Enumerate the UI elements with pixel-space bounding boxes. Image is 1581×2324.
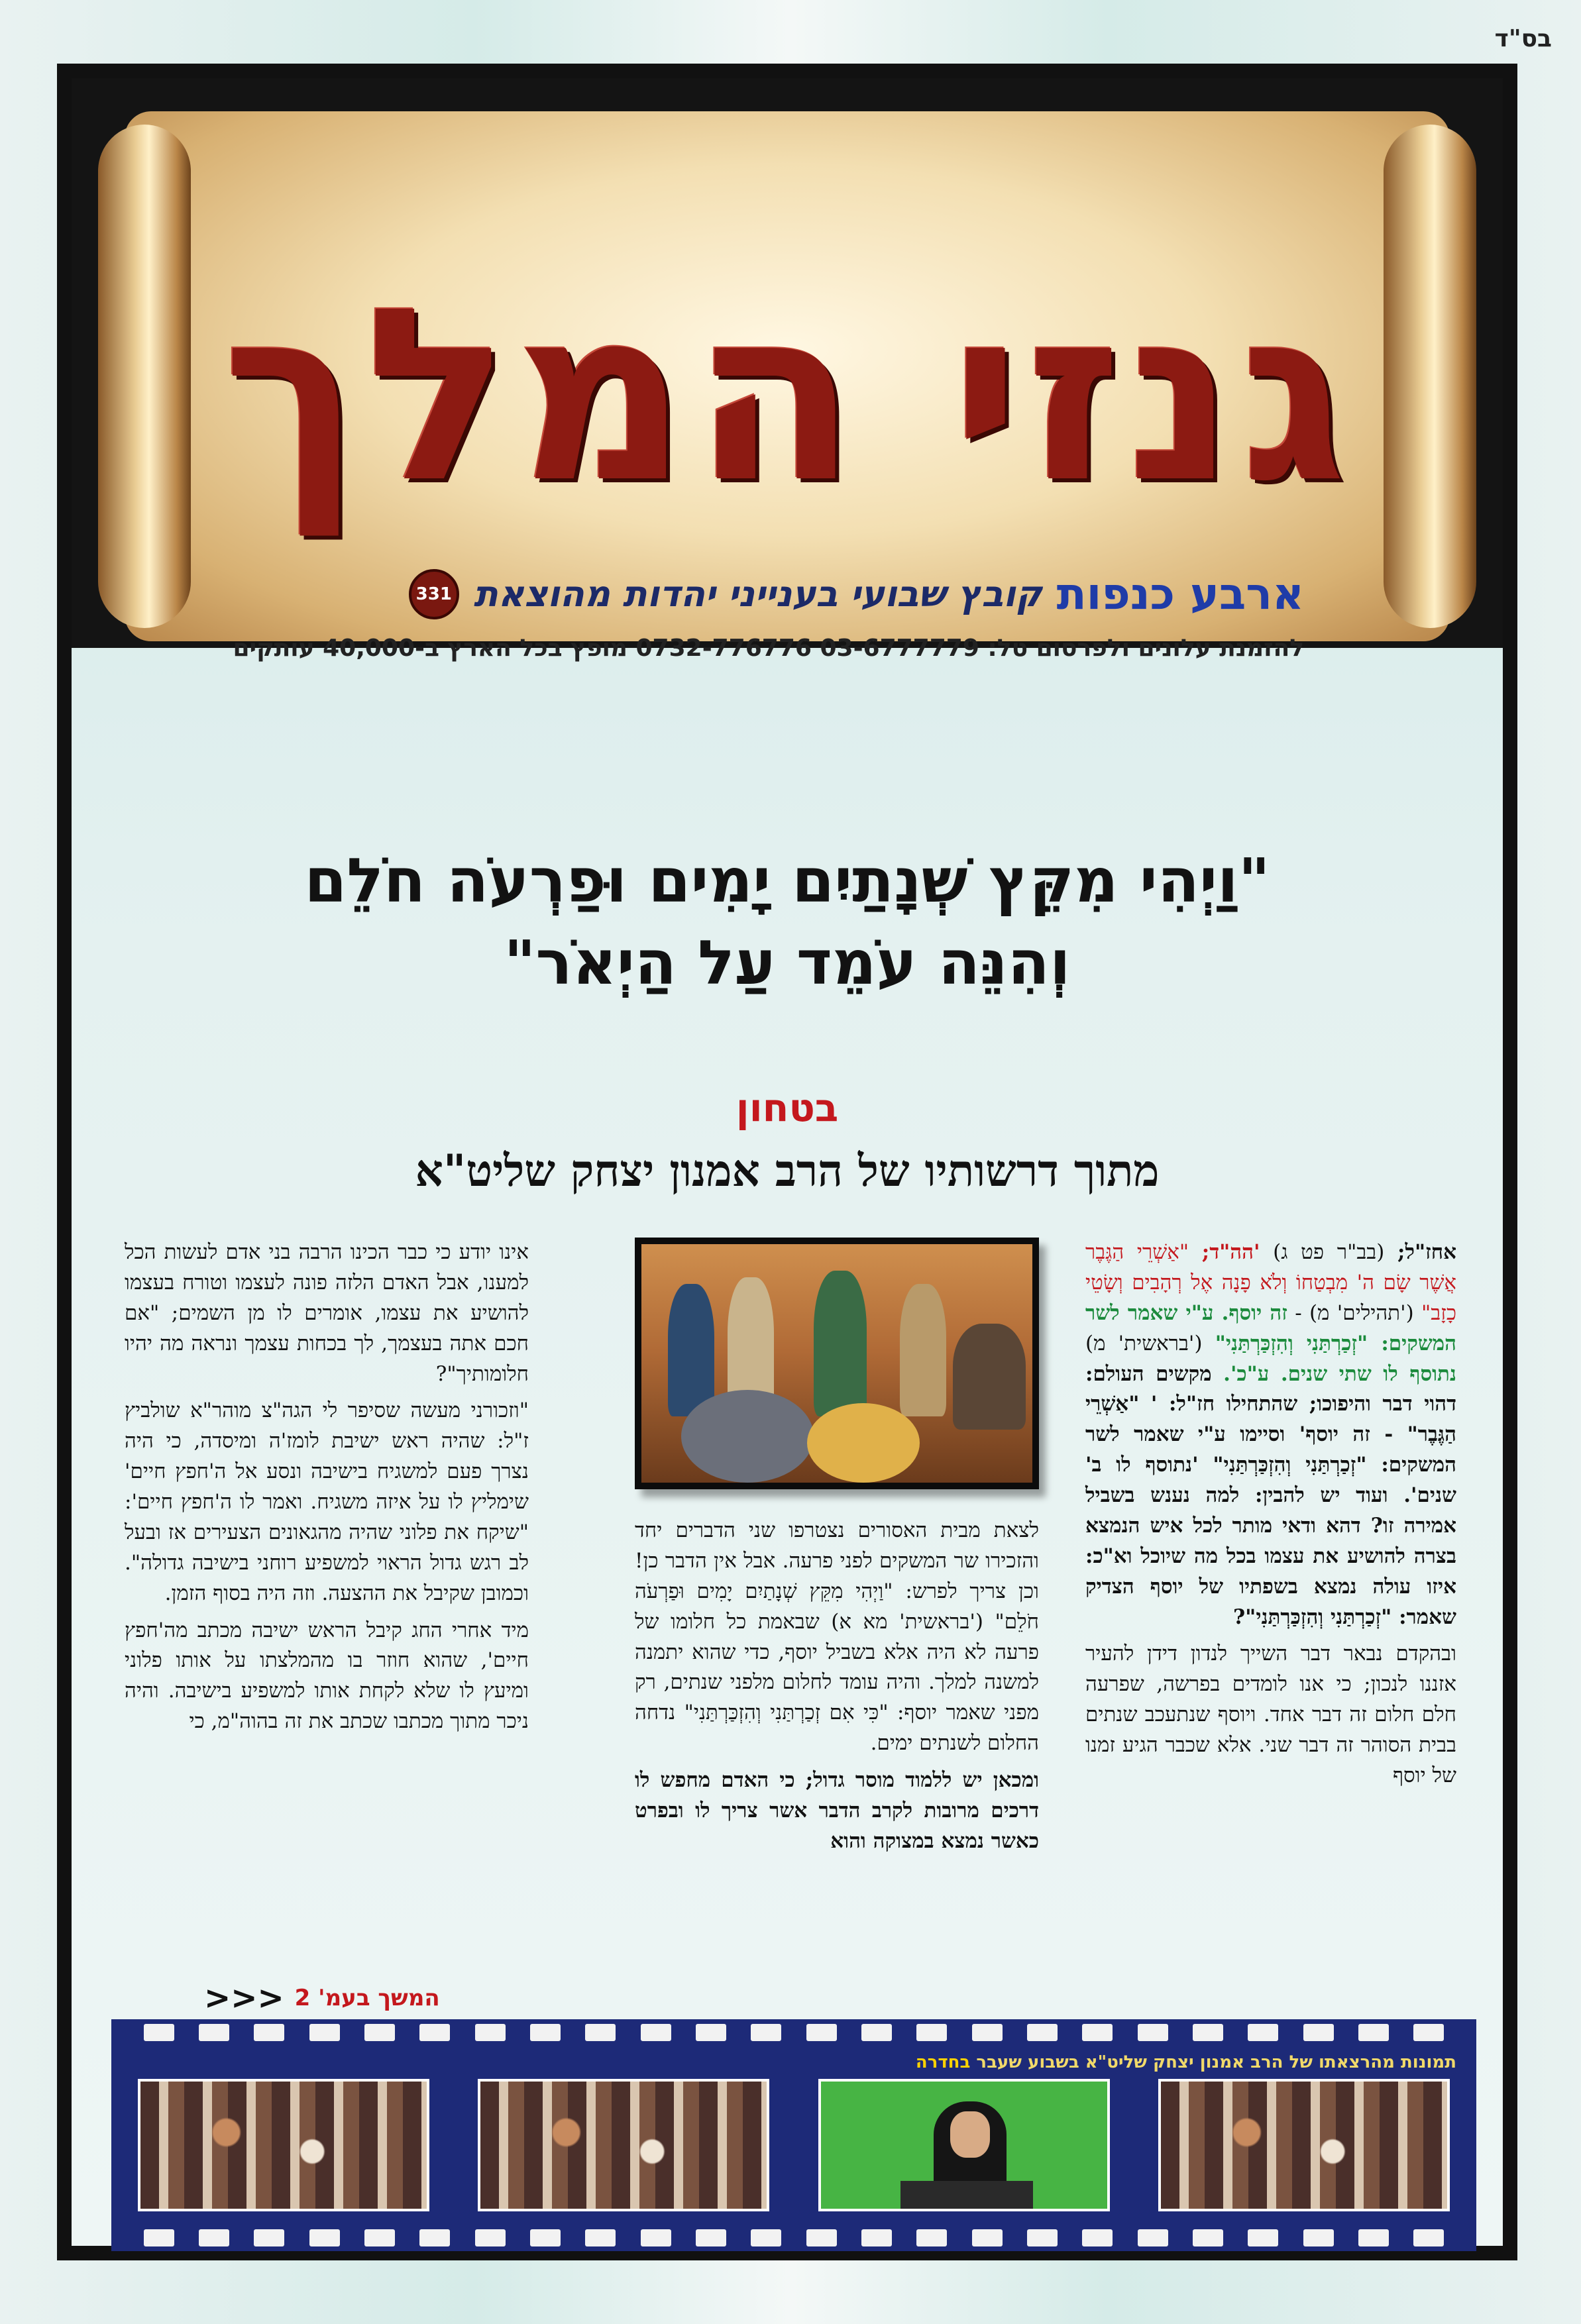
text-run: ('תהילים' מ) - [1287, 1300, 1421, 1325]
lecture-photo-4 [1158, 2079, 1450, 2211]
lecture-photo-1 [138, 2079, 429, 2211]
joseph-brothers-illustration [641, 1244, 1032, 1483]
film-perforations-top [111, 2019, 1476, 2046]
publisher-logo: ארבע כנפות [1056, 568, 1304, 619]
paragraph: לצאת מבית האסורים נצטרפו שני הדברים יחד והזכירו שר המשקים לפני פרעה. אבל אין הדבר כן! וכן צריך לפרש: "וַיְהִי מִקֵּץ שְׁנָתַיִם יָמִים וּפַרְעֹה חֹלֵם" ('בראשית' מא א) שבאמת כל חלומו של פרעה לא היה אלא בשביל יוסף, כדי שהוא יתמנה למשנה למלך. והיה עומד לחלום מלפני שנתים, רק מפני שאמר יוסף: "כִּי אִם זְכַרְתַּנִי וְהִזְכַּרְתַּנִי" נדחה החלום לשנתים ימים. [635, 1518, 1039, 1756]
paragraph: "וזכורני מעשה שסיפר לי הגה"צ מוהר"א שולביץ ז"ל: שהיה ראש ישיבת לומז'ה ומיסדה, כי היה נצרך פעם למשגיח בישיבה ונסע אל ה'חפץ חיים' שימליץ לו על איזה משגיח. ואמר לו ה'חפץ חיים': "שיקח את פלוני שהיה מהגאונים הצעירים אז ובעל לב רגש גדול הראוי למשפיע רוחני בישיבה גדולה". וכמובן שקיבל את ההצעה. וזה היה בסוף הזמן. [125, 1399, 529, 1605]
caption-place: בחדרה [915, 2052, 971, 2072]
verse-quote: "אַשְׁרֵי הַגֶּבֶר אֲשֶׁר שָׂם ה' מִבְטַחוֹ וְלֹא פָנָה אֶל רְהָבִים וְשָׂטֵי כָזָב" [1085, 1240, 1456, 1325]
headline-line-1: "וַיְהִי מִקֵּץ שְׁנָתַיִם יָמִים וּפַרְעֹה חֹלֵם [304, 845, 1270, 916]
text-run: מקשים העולם: דהוי דבר והיפוכו; שהתחילו חז"ל: ' "אַשְׁרֵי הַגֶּבֶר" - זה יוסף' וסיימו ע"י שאמר לשר המשקים: "זְכַרְתַּנִי וְהִזְכַּרְתַּנִי" 'נתוסף לו ב' שנים'. ועוד יש להבין: למה נענש בשביל אמירה זו? דהא ודאי מותר לכל איש הנמצא בצרה להושיע את עצמו בכל מה שיוכל וא"כ: איזו עולה נמצא בשפתיו של יוסף הצדיק שאמר: "זְכַרְתַּנִי וְהִזְכַּרְתַּנִי"? [1085, 1361, 1456, 1629]
article-column-middle [635, 1516, 1039, 1864]
lecture-photo-2 [478, 2079, 769, 2211]
byline: מתוך דרשותיו של הרב אמנון יצחק שליט"א [415, 1145, 1160, 1196]
text-run: נתוסף לו שתי שנים. ע"כ'. [1223, 1361, 1456, 1386]
photo-film-strip [111, 2026, 1476, 2245]
parchment-scroll [125, 111, 1450, 662]
page-marker: בס"ד [1494, 25, 1552, 52]
paragraph: מיד אחרי החג קיבל הראש ישיבה מכתב מה'חפץ חיים', שהוא חוזר בו מהמלצתו על אותו פלוני ומיעץ לו שלא לקחת אותו למשפיע בישיבה. והיה ניכר מתוך מכתבו שכתב את זה בהוה"מ, כי [125, 1618, 529, 1734]
page-body [72, 78, 1503, 2246]
headline [72, 840, 1503, 1004]
text-run: ('בראשית' מ) [1085, 1331, 1215, 1355]
section-label: בטחון [736, 1085, 839, 1130]
lead-word: אחז"ל; [1397, 1240, 1457, 1264]
tagline-row [409, 568, 1304, 619]
newsletter-title: גנזי המלך [222, 257, 1352, 535]
masthead [72, 78, 1503, 662]
lecture-photo-speaker [818, 2079, 1110, 2211]
contact-line: להזמנת עלונים ולפרסום טל: 03-6777779 0732-776776 מופץ בכל הארץ ב-40,000 עותקים [233, 635, 1304, 662]
text-run: 'הה"ד; [1201, 1240, 1260, 1264]
film-perforations-bottom [111, 2225, 1476, 2251]
headline-line-2: וְהִנֵּה עֹמֵד עַל הַיְאֹר" [504, 927, 1071, 999]
paragraph: ובהקדם נבאר דבר השייך לנדון דידן להעיר אזננו לנכון; כי אנו לומדים בפרשה, שפרעה חלם חלום זה דבר אחד. ויוסף שנתעכב שנתים בבית הסוהר זה דבר שני. אלא שכבר הגיע זמנו של יוסף [1085, 1642, 1456, 1787]
article-column-left [125, 1238, 529, 1744]
verse-quote: זה יוסף. ע"י שאמר לשר המשקים: "זְכַרְתַּנִי וְהִזְכַּרְתַּנִי" [1085, 1300, 1456, 1355]
paragraph: אינו יודע כי כבר הכינו הרבה בני אדם לעשות הכל למענו, אבל האדם הלזה פונה לעצמו וטורח בעצמו להושיע את עצמו, אומרים לו מן השמים; "אם חכם אתה בעצמך, לך בכחות עצמך ונראה מה יהיו חלומותיך"? [125, 1240, 529, 1386]
caption-text: תמונות מהרצאתו של הרב אמנון יצחק שליט"א בשבוע שעבר [976, 2052, 1456, 2072]
page-frame [57, 64, 1517, 2260]
text-run: (בב"ר פט ג) [1260, 1240, 1398, 1264]
continued-label: המשך בעמ' 2 [294, 1985, 440, 2011]
arrows-icon: <<< [204, 1980, 284, 2017]
paragraph: ומכאן יש ללמוד מוסר גדול; כי האדם מחפש לו דרכים מרובות לקרב הדבר אשר צריך לו ובפרט כאשר נמצא במצוקה והוא [635, 1768, 1039, 1853]
photo-thumbnails [138, 2079, 1450, 2211]
issue-number-badge: 331 [409, 569, 459, 619]
continued-note [204, 1980, 440, 2017]
film-caption [916, 2052, 1456, 2072]
article-photo [635, 1238, 1039, 1489]
paragraph [1085, 1238, 1456, 1632]
article-column-right [1085, 1238, 1456, 1798]
tagline: קובץ שבועי בענייני יהדות מהוצאת [473, 573, 1042, 615]
